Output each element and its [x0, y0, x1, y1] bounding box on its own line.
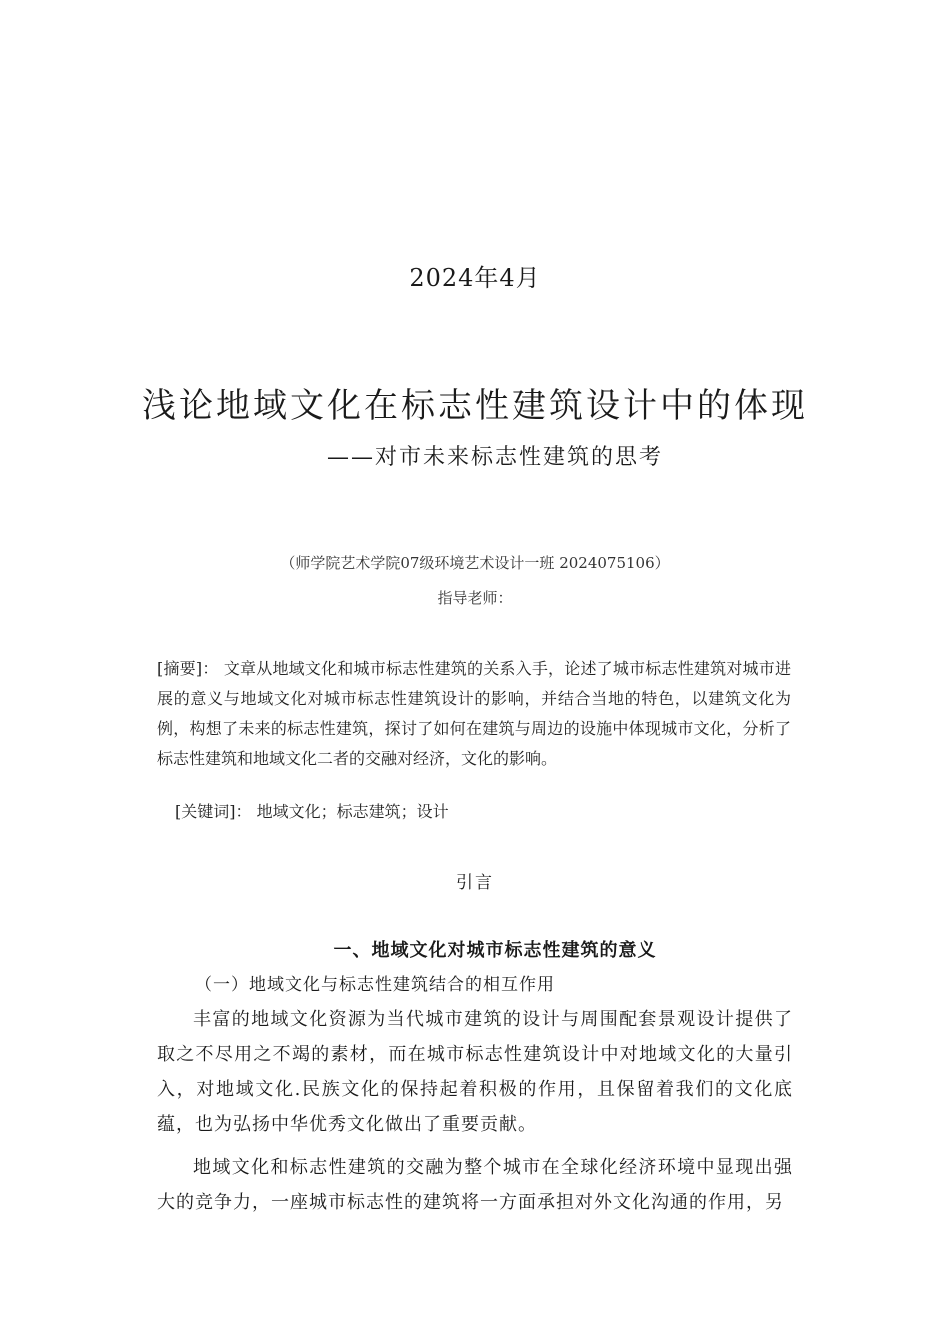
document-date: 2024年4月	[409, 264, 541, 292]
document-subtitle: ——对市未来标志性建筑的思考	[326, 445, 663, 470]
keywords-label: [关键词]：	[175, 802, 252, 821]
abstract-text: 文章从地域文化和城市标志性建筑的关系入手，论述了城市标志性建筑对城市进展的意义与地域文化对城市标志性建筑设计的影响，并结合当地的特色，以建筑文化为例，构想了未来的标志性建筑，探讨了如何在建筑与周边的设施中体现城市文化，分析了标志性建筑和地域文化二者的交融对经济，文化的影响。	[157, 659, 791, 768]
section-heading: 一、地域文化对城市标志性建筑的意义	[333, 940, 657, 961]
abstract-label: [摘要]：	[157, 659, 219, 678]
advisor-line: 指导老师：	[437, 589, 513, 607]
subsection-heading: （一）地域文化与标志性建筑结合的相互作用	[195, 975, 555, 995]
intro-heading: 引言	[456, 873, 494, 893]
keywords-block	[175, 799, 791, 825]
body-paragraph: 丰富的地域文化资源为当代城市建筑的设计与周围配套景观设计提供了取之不尽用之不竭的素材，而在城市标志性建筑设计中对地域文化的大量引入，对地域文化.民族文化的保持起着积极的作用，且保留着我们的文化底蕴，也为弘扬中华优秀文化做出了重要贡献。	[157, 1009, 793, 1135]
author-line: （师学院艺术学院07级环境艺术设计一班 2024075106）	[280, 554, 670, 572]
document-title: 浅论地域文化在标志性建筑设计中的体现	[142, 386, 808, 426]
abstract-block	[157, 654, 791, 774]
keywords-text: 地域文化；标志建筑；设计	[256, 802, 449, 821]
body-paragraph: 地域文化和标志性建筑的交融为整个城市在全球化经济环境中显现出强大的竞争力，一座城市标志性的建筑将一方面承担对外文化沟通的作用，另	[157, 1157, 793, 1213]
